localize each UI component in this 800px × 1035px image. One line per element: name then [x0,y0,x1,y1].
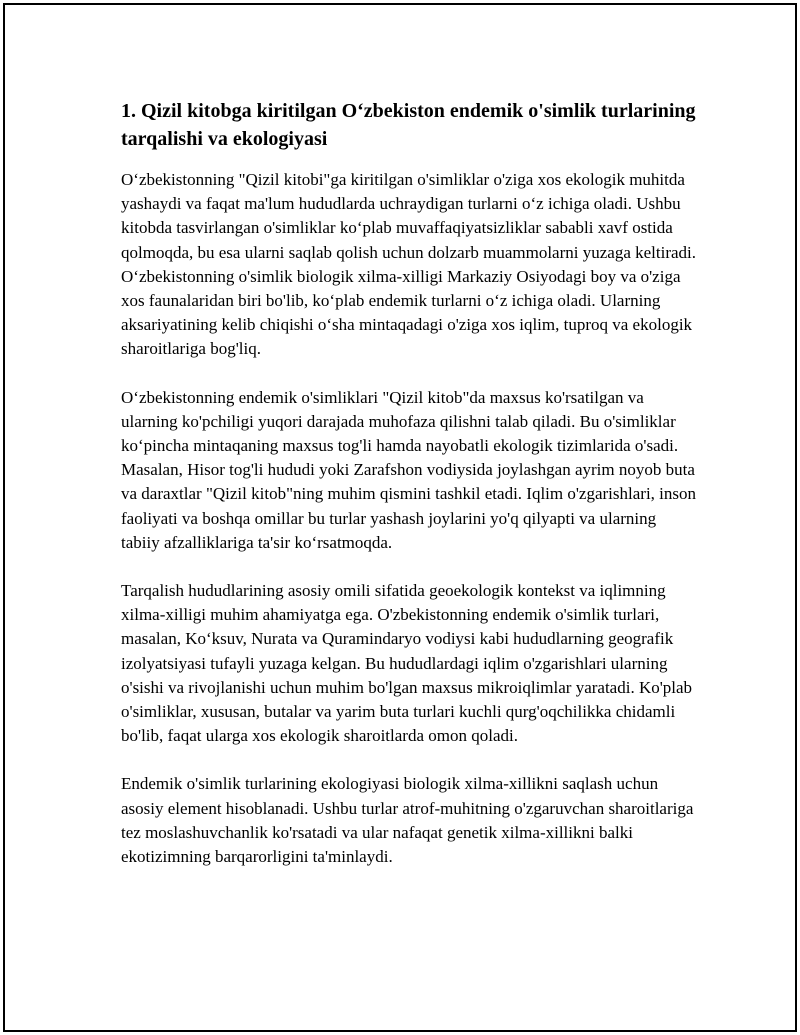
page-frame [3,3,797,1032]
document-title: 1. Qizil kitobga kiritilgan O‘zbekiston endemik o'simlik turlarining tarqalishi va ekologiyasi [121,100,696,150]
paragraph-3: Tarqalish hududlarining asosiy omili sifatida geoekologik kontekst va iqlimning xilma-xilligi muhim ahamiyatga ega. O'zbekistonning endemik o'simlik turlari, masalan, Ko‘ksuv, Nurata va Quramindaryo vodiysi kabi hududlarning geografik izolyatsiyasi tufayli yuzaga kelgan. Bu hududlardagi iqlim o'zgarishlari ularning o'sishi va rivojlanishi uchun muhim bo'lgan maxsus mikroiqlimlar yaratadi. Ko'plab o'simliklar, xususan, butalar va yarim buta turlari kuchli qurg'oqchilikka chidamli bo'lib, faqat ularga xos ekologik sharoitlarda omon qoladi. [121,581,693,746]
paragraph-2: O‘zbekistonning endemik o'simliklari "Qizil kitob"da maxsus ko'rsatilgan va ularning ko'pchiligi yuqori darajada muhofaza qilishni talab qiladi. Bu o'simliklar ko‘pincha mintaqaning maxsus tog'li hamda nayobatli ekologik tizimlarida o'sadi. Masalan, Hisor tog'li hududi yoki Zarafshon vodiysida joylashgan ayrim noyob buta va daraxtlar "Qizil kitob"ning muhim qismini tashkil etadi. Iqlim o'zgarishlari, inson faoliyati va boshqa omillar bu turlar yashash joylarini yo'q qilyapti va ularning tabiiy afzalliklariga ta'sir ko‘rsatmoqda. [121,387,697,552]
document-body [121,97,697,893]
paragraph-1: O‘zbekistonning "Qizil kitobi"ga kiritilgan o'simliklar o'ziga xos ekologik muhitda yashaydi va faqat ma'lum hududlarda uchraydigan turlarni o‘z ichiga oladi. Ushbu kitobda tasvirlangan o'simliklar ko‘plab muvaffaqiyatsizliklar sababli xavf ostida qolmoqda, bu esa ularni saqlab qolish uchun dolzarb muammolarni yuzaga keltiradi. O‘zbekistonning o'simlik biologik xilma-xilligi Markaziy Osiyodagi boy va o'ziga xos faunalaridan biri bo'lib, ko‘plab endemik turlarni o‘z ichiga oladi. Ularning aksariyatining kelib chiqishi o‘sha mintaqadagi o'ziga xos iqlim, tuproq va ekologik sharoitlariga bog'liq. [121,170,697,359]
paragraph-4: Endemik o'simlik turlarining ekologiyasi biologik xilma-xillikni saqlash uchun asosiy element hisoblanadi. Ushbu turlar atrof-muhitning o'zgaruvchan sharoitlariga tez moslashuvchanlik ko'rsatadi va ular nafaqat genetik xilma-xillikni balki ekotizimning barqarorligini ta'minlaydi. [121,774,694,867]
